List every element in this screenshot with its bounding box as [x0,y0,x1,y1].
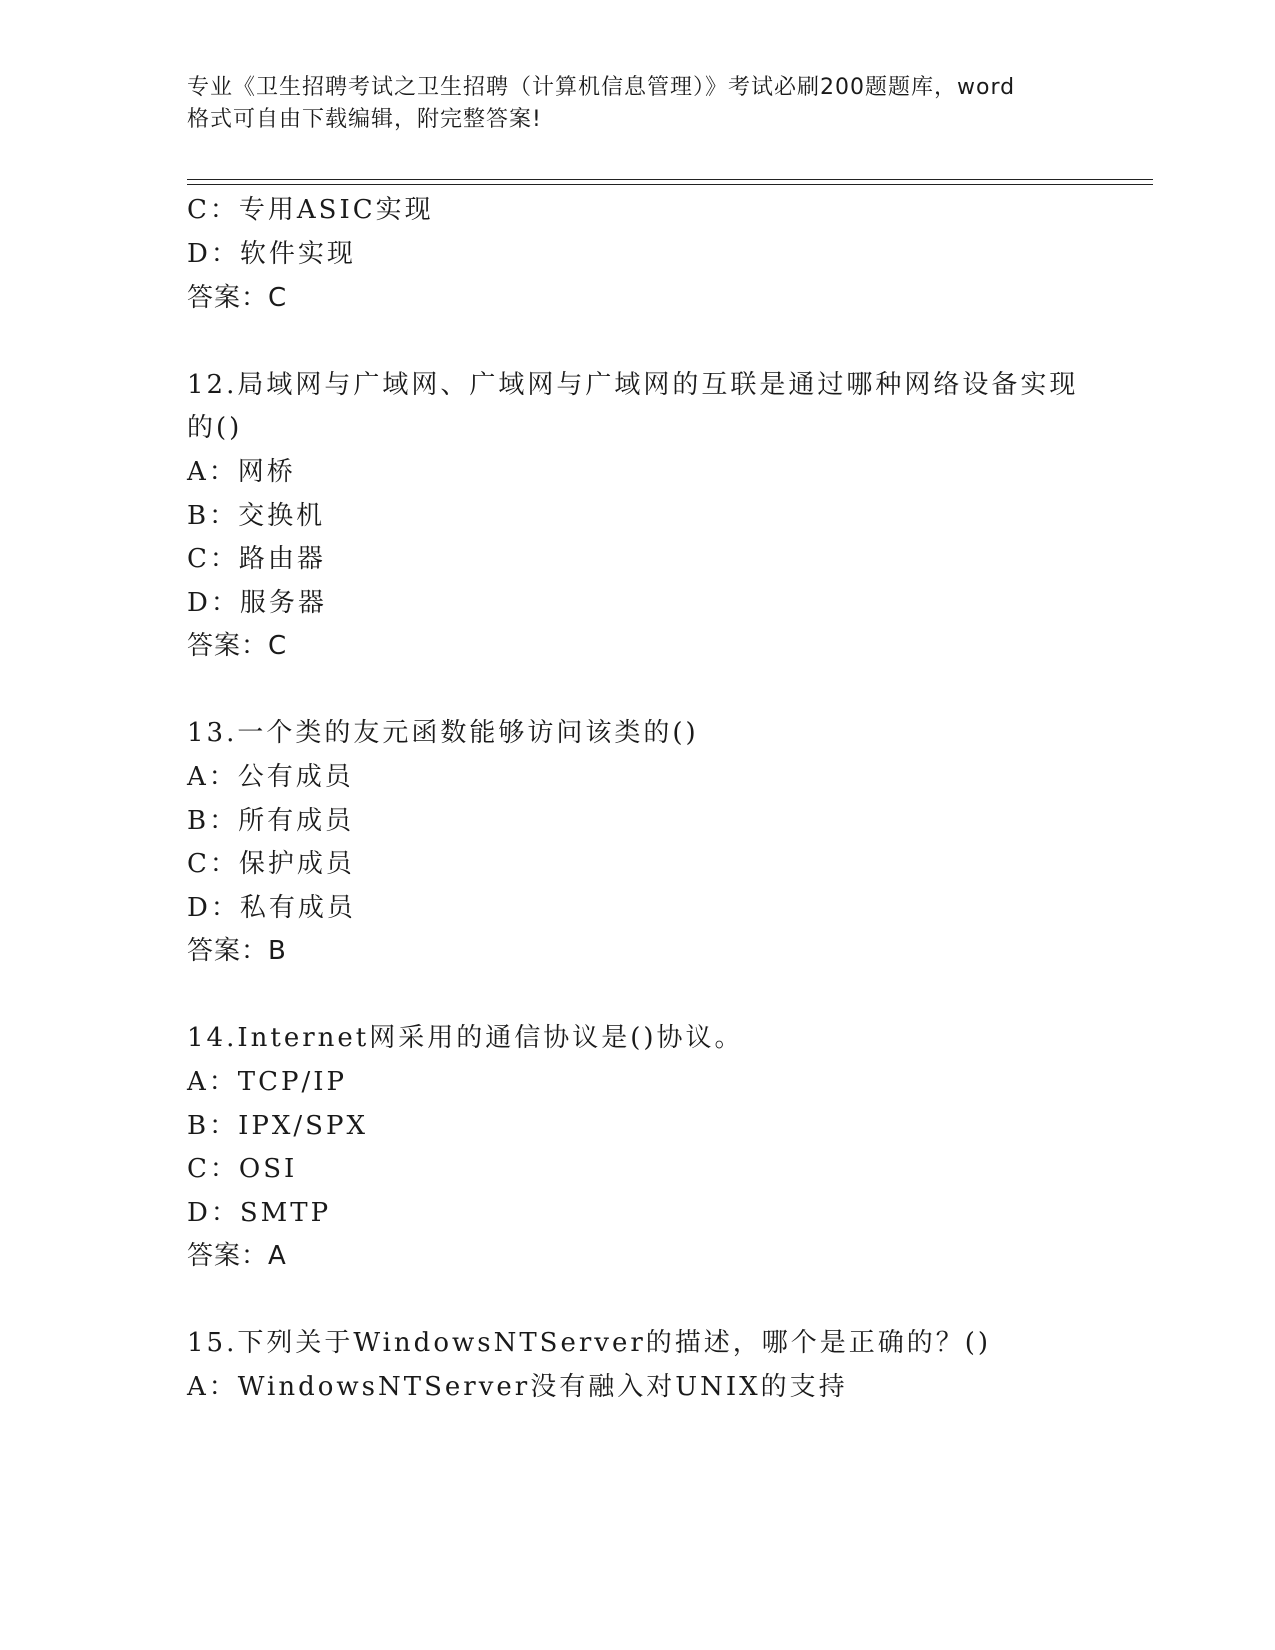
q12-answer: 答案：C [187,631,288,661]
document-header [187,72,1087,136]
q15-stem: 15.下列关于WindowsNTServer的描述，哪个是正确的？() [187,1328,992,1358]
header-line-1: 专业《卫生招聘考试之卫生招聘（计算机信息管理）》考试必刷200题题库，word [187,75,1016,100]
q13-option-d: D：私有成员 [187,893,356,923]
q12-option-c: C：路由器 [187,544,326,574]
q14-option-c: C：OSI [187,1154,298,1184]
q12-stem-line-2: 的() [187,413,243,443]
q13-option-c: C：保护成员 [187,849,355,879]
q12-option-a: A：网桥 [187,457,296,487]
q13-option-b: B：所有成员 [187,806,355,836]
prev-option-d: D：软件实现 [187,239,356,269]
header-divider-bottom [187,184,1153,185]
q15-option-a: A：WindowsNTServer没有融入对UNIX的支持 [187,1372,848,1402]
q14-option-b: B：IPX/SPX [187,1111,368,1141]
q12-option-b: B：交换机 [187,501,326,531]
header-divider-top [187,179,1153,180]
q13-answer: 答案：B [187,936,287,966]
prev-answer: 答案：C [187,283,288,313]
q14-answer: 答案：A [187,1241,287,1271]
q14-option-d: D：SMTP [187,1198,332,1228]
q13-option-a: A：公有成员 [187,762,354,792]
header-line-2: 格式可自由下载编辑，附完整答案! [187,107,542,132]
q14-option-a: A：TCP/IP [187,1067,348,1097]
q14-stem: 14.Internet网采用的通信协议是()协议。 [187,1023,744,1053]
q12-option-d: D：服务器 [187,588,327,618]
prev-option-c: C：专用ASIC实现 [187,195,434,225]
q13-stem: 13.一个类的友元函数能够访问该类的() [187,718,699,748]
q12-stem-line-1: 12.局域网与广域网、广域网与广域网的互联是通过哪种网络设备实现 [187,370,1079,400]
